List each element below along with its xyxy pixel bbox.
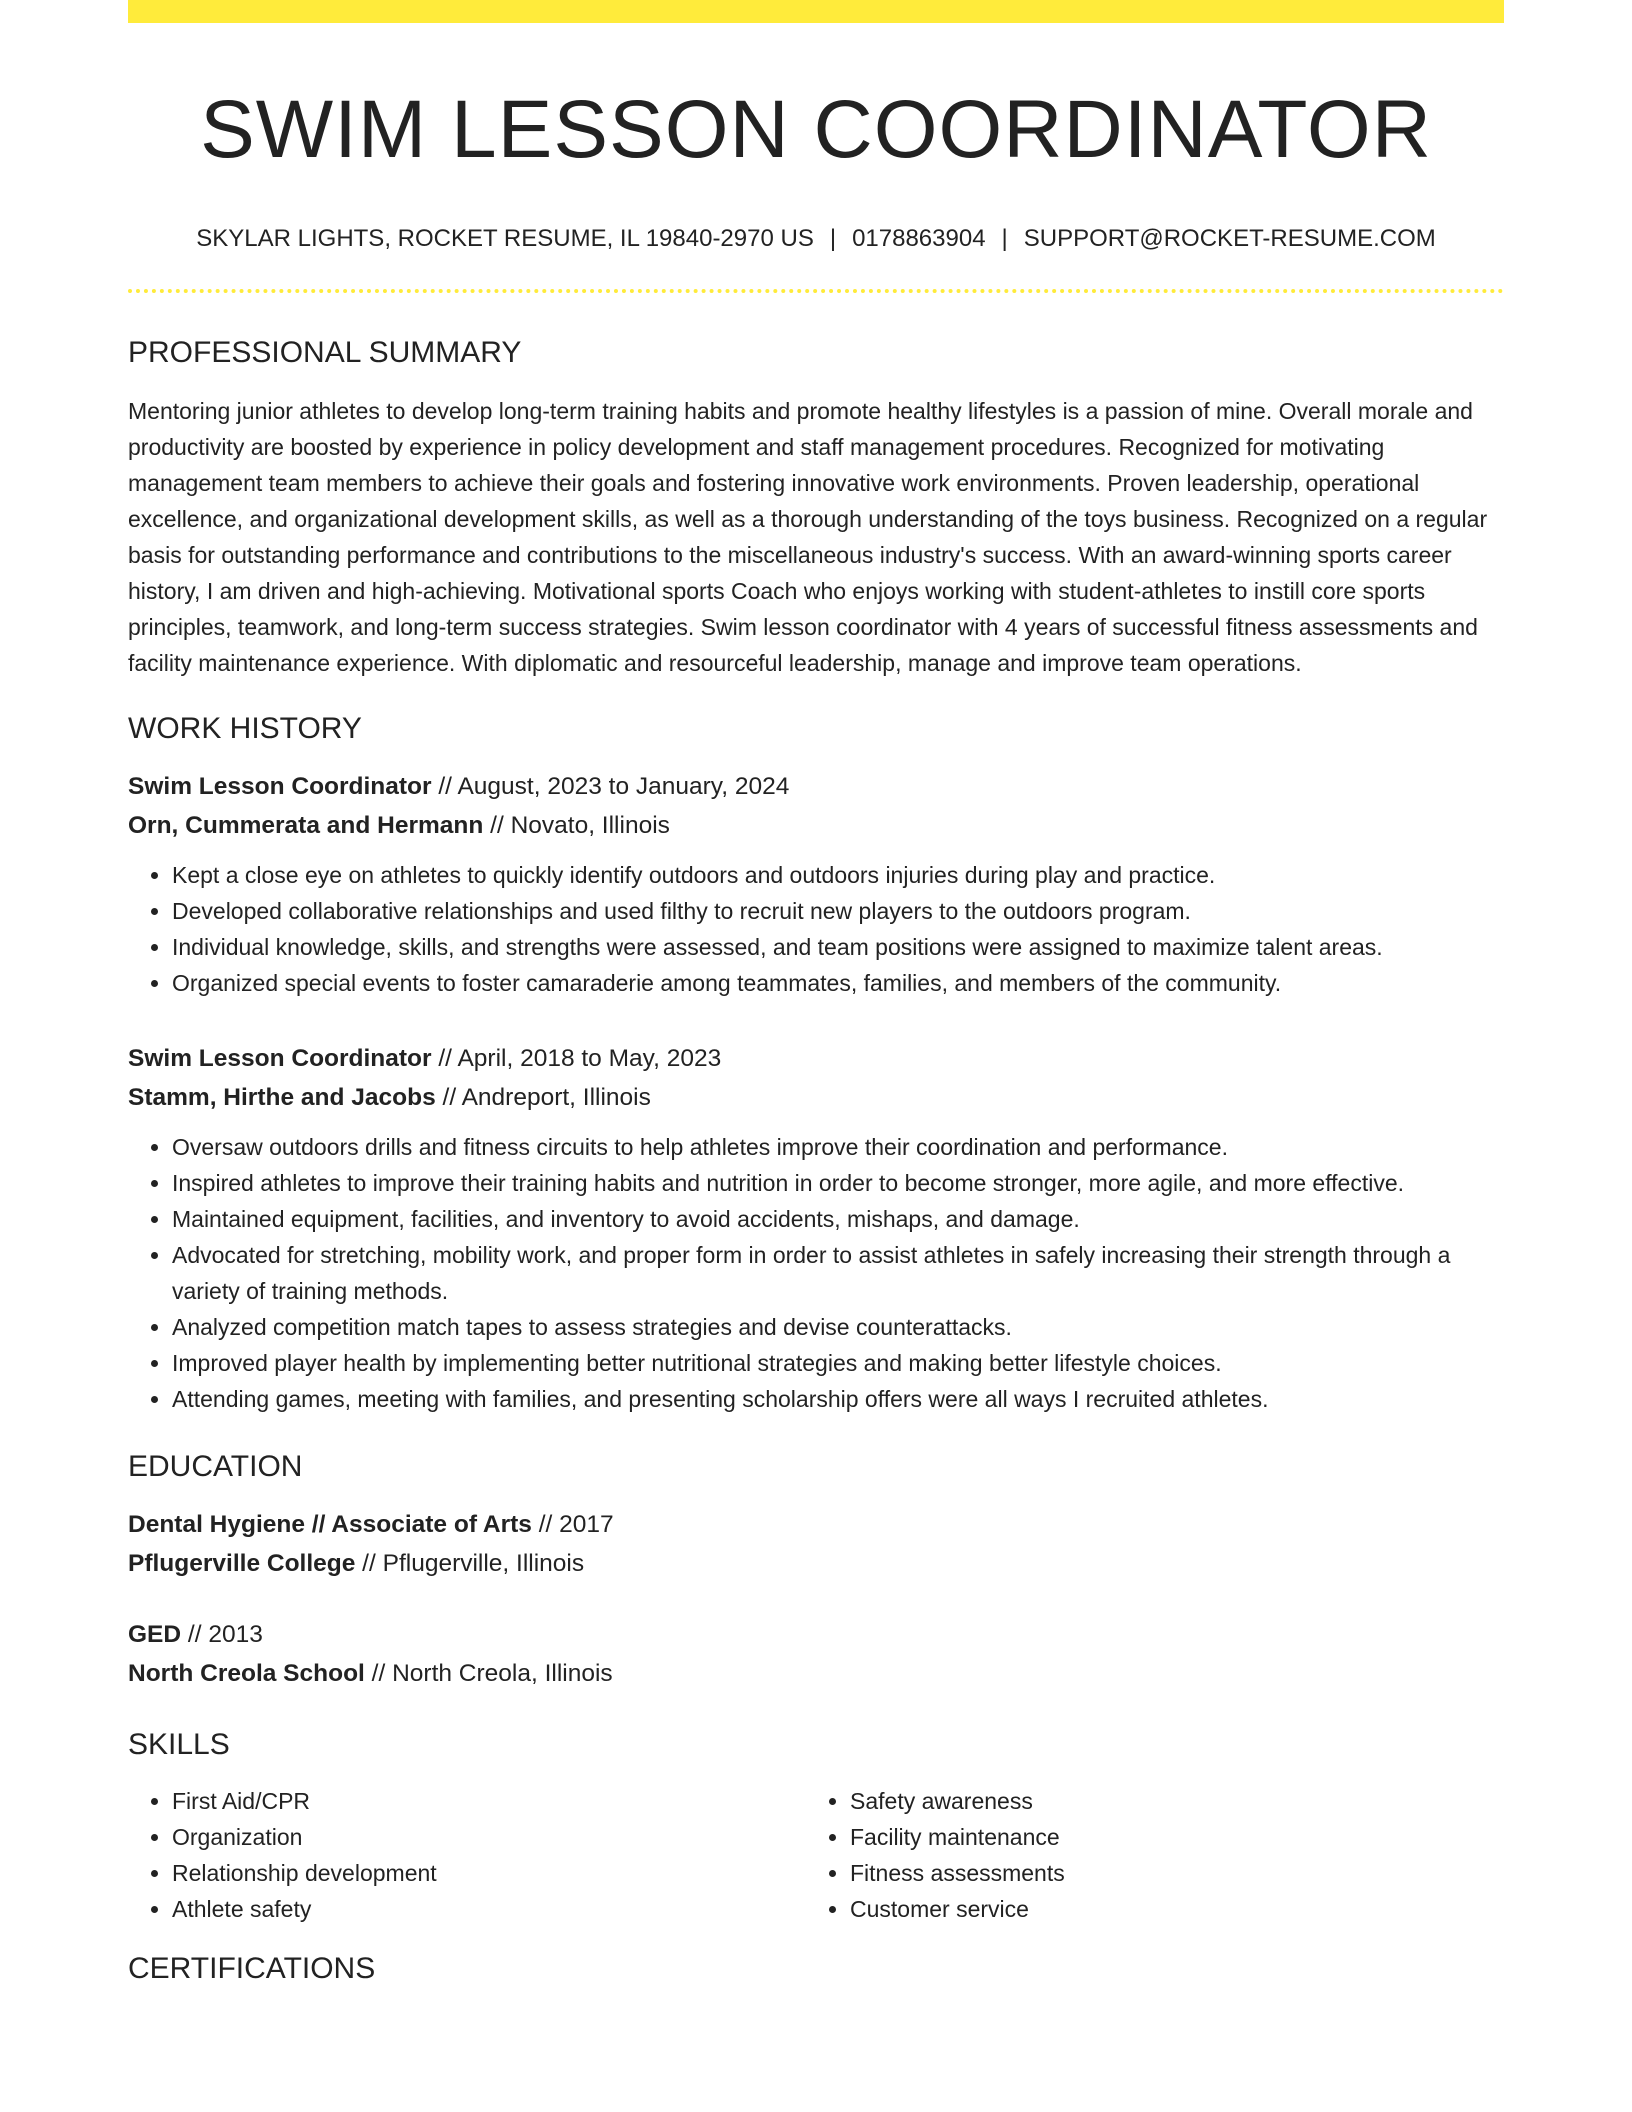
education-school: Pflugerville College: [128, 1550, 356, 1578]
summary-paragraph: Mentoring junior athletes to develop long-term training habits and promote healthy lifestyles is a passion of mine. Overall morale and productivity are boosted by experience in policy development and staff management procedures. Recognized for motivating management team members to achieve their goals and fostering innovative work environments. Proven leadership, operational excellence, and organizational development skills, as well as a thorough understanding of the toys business. Recognized on a regular basis for outstanding performance and contributions to the miscellaneous industry's success. With an award-winning sports career history, I am driven and high-achieving. Motivational sports Coach who enjoys working with student-athletes to instill core sports principles, teamwork, and long-term success strategies. Swim lesson coordinator with 4 years of successful fitness assessments and facility maintenance experience. With diplomatic and resourceful leadership, manage and improve team operations.: [128, 398, 1488, 677]
education-heading: EDUCATION: [128, 1450, 303, 1484]
job-role-line: [128, 1039, 1504, 1078]
skill-item: • Fitness assessments: [850, 1855, 1484, 1891]
education-entry: [128, 1505, 1504, 1583]
summary-heading: PROFESSIONAL SUMMARY: [128, 336, 522, 370]
job-bullet: • Advocated for stretching, mobility work, and proper form in order to assist athletes in safely increasing their strength through a variety of training methods.: [172, 1237, 1504, 1309]
education-degree-line: [128, 1505, 1504, 1544]
job-bullet: • Individual knowledge, skills, and strengths were assessed, and team positions were assigned to maximize talent areas.: [172, 929, 1504, 965]
resume-title: SWIM LESSON COORDINATOR: [200, 84, 1432, 175]
education-location: // Pflugerville, Illinois: [355, 1550, 585, 1578]
education-school-line: [128, 1544, 1504, 1583]
contact-phone: 0178863904: [852, 225, 986, 253]
contact-address: SKYLAR LIGHTS, ROCKET RESUME, IL 19840-2970 US: [196, 225, 814, 253]
resume-page: [128, 0, 1504, 1989]
job-bullet: • Kept a close eye on athletes to quickly identify outdoors and outdoors injuries during play and practice.: [172, 857, 1504, 893]
education-degree-line: [128, 1615, 1504, 1654]
job-dates: // April, 2018 to May, 2023: [431, 1045, 722, 1073]
job-dates: // August, 2023 to January, 2024: [431, 773, 790, 801]
contact-email: SUPPORT@ROCKET-RESUME.COM: [1023, 225, 1436, 253]
job-location: // Andreport, Illinois: [435, 1084, 651, 1112]
contact-separator: |: [1001, 225, 1008, 253]
skill-item: • First Aid/CPR: [172, 1783, 806, 1819]
job-location: // Novato, Illinois: [483, 812, 670, 840]
dotted-divider: [128, 289, 1504, 293]
skills-column-right: [806, 1783, 1484, 1927]
job-company-line: [128, 1078, 1504, 1117]
skills-column-left: [128, 1783, 806, 1927]
education-school-line: [128, 1654, 1504, 1693]
job-bullets: [128, 857, 1504, 1001]
job-bullets: [128, 1129, 1504, 1417]
job-bullet: • Attending games, meeting with families, and presenting scholarship offers were all ways I recruited athletes.: [172, 1381, 1504, 1417]
certifications-heading: CERTIFICATIONS: [128, 1952, 376, 1986]
job-bullet: • Maintained equipment, facilities, and inventory to avoid accidents, mishaps, and damage.: [172, 1201, 1504, 1237]
education-entry: [128, 1615, 1504, 1693]
job-company: Orn, Cummerata and Hermann: [128, 812, 484, 840]
skill-item: • Athlete safety: [172, 1891, 806, 1927]
contact-line: [128, 223, 1504, 255]
top-accent-bar: [128, 0, 1504, 23]
education-degree: Dental Hygiene // Associate of Arts: [128, 1511, 532, 1539]
skill-item: • Relationship development: [172, 1855, 806, 1891]
skill-item: • Customer service: [850, 1891, 1484, 1927]
skills-heading: SKILLS: [128, 1728, 230, 1762]
job-bullet: • Organized special events to foster camaraderie among teammates, families, and members of the community.: [172, 965, 1504, 1001]
job-role-line: [128, 767, 1504, 806]
job-entry: [128, 1039, 1504, 1417]
job-company-line: [128, 806, 1504, 845]
work-history-heading: WORK HISTORY: [128, 712, 362, 746]
job-bullet: • Improved player health by implementing better nutritional strategies and making better lifestyle choices.: [172, 1345, 1504, 1381]
job-bullet: • Developed collaborative relationships and used filthy to recruit new players to the outdoors program.: [172, 893, 1504, 929]
skill-item: • Safety awareness: [850, 1783, 1484, 1819]
education-degree: GED: [128, 1621, 182, 1649]
education-location: // North Creola, Illinois: [364, 1660, 613, 1688]
job-role: Swim Lesson Coordinator: [128, 773, 432, 801]
contact-separator: |: [829, 225, 837, 253]
job-entry: [128, 767, 1504, 1001]
education-year: // 2013: [181, 1621, 263, 1649]
job-bullet: • Inspired athletes to improve their training habits and nutrition in order to become stronger, more agile, and more effective.: [172, 1165, 1504, 1201]
skill-item: • Organization: [172, 1819, 806, 1855]
job-bullet: • Oversaw outdoors drills and fitness circuits to help athletes improve their coordination and performance.: [172, 1129, 1504, 1165]
education-school: North Creola School: [128, 1660, 365, 1688]
job-company: Stamm, Hirthe and Jacobs: [128, 1084, 436, 1112]
skill-item: • Facility maintenance: [850, 1819, 1484, 1855]
education-year: // 2017: [531, 1511, 614, 1539]
job-role: Swim Lesson Coordinator: [128, 1045, 432, 1073]
skills-grid: [128, 1783, 1504, 1927]
job-bullet: • Analyzed competition match tapes to assess strategies and devise counterattacks.: [172, 1309, 1504, 1345]
